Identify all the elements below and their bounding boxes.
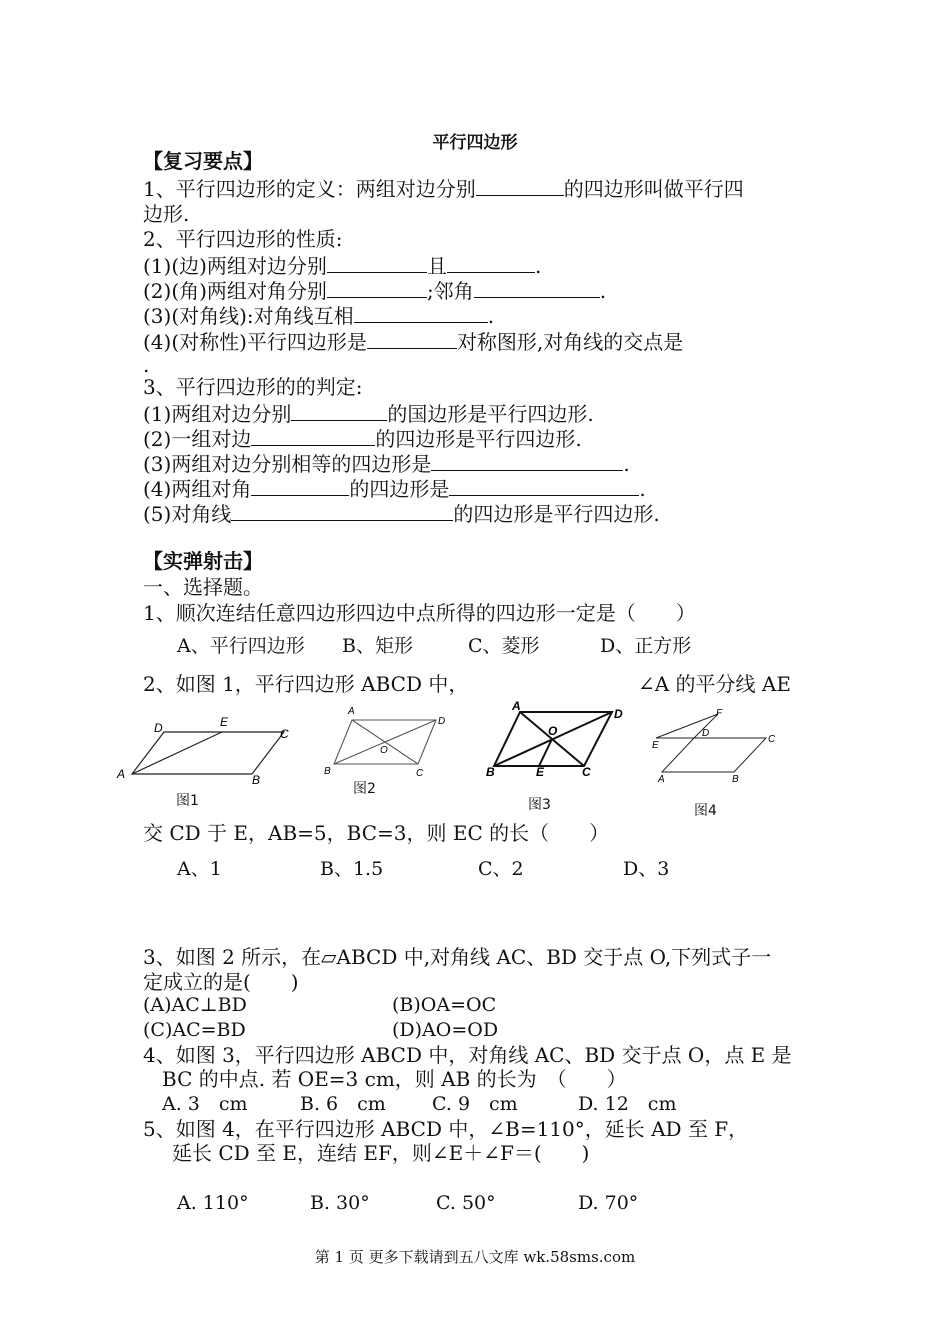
fig4-parallelogram [662, 738, 766, 772]
fig3-label-b: B [486, 765, 495, 778]
q2-option-a: A、1 [177, 858, 222, 880]
review-line-1: 1、平行四边形的定义：两组对边分别 的四边形叫做平行四 [143, 177, 744, 201]
q3-option-a: (A)AC⊥BD [143, 994, 247, 1016]
q1-option-d: D、正方形 [600, 635, 692, 657]
fig1-label-e: E [220, 715, 229, 729]
fig3-diagonal-bd [494, 712, 612, 766]
question-2: 2、如图 1，平行四边形 ABCD 中， [143, 672, 469, 696]
question-2-cont: 交 CD 于 E，AB=5，BC=3，则 EC 的长（ ） [143, 821, 610, 845]
fig1-label-b: B [252, 773, 261, 787]
fig3-label-a: A [512, 699, 521, 713]
fig1-label-a: A [117, 767, 126, 781]
review-line-8: (1)两组对边分别 的国边形是平行四边形. [143, 402, 594, 426]
fig1-bisector-ae [132, 732, 222, 774]
q1-option-a: A、平行四边形 [177, 635, 305, 657]
question-5-cont: 延长 CD 至 E，连结 EF，则∠E＋∠F＝( ) [172, 1141, 590, 1165]
fig3-label-c: C [582, 765, 591, 778]
q4-option-c: C. 9 cm [432, 1093, 518, 1115]
q4-option-d: D. 12 cm [578, 1093, 677, 1115]
fig3-label-o: O [548, 724, 558, 738]
review-line-7: 3、平行四边形的的判定: [143, 375, 363, 399]
review-line-9: (2)一组对边 的四边形是平行四边形. [143, 427, 582, 451]
figure-3 [484, 698, 632, 778]
question-2-right: ∠A 的平分线 AE [638, 672, 791, 696]
fig4-label-d: D [702, 728, 710, 739]
q3-option-b: (B)OA=OC [392, 994, 497, 1016]
fig4-label-a: A [658, 774, 665, 782]
question-3-cont: 定成立的是( ) [143, 970, 299, 994]
fig4-label-f: F [716, 708, 723, 719]
page-footer: 第 1 页 更多下载请到五八文库 wk.58sms.com [314, 1248, 636, 1266]
question-4: 4、如图 3，平行四边形 ABCD 中，对角线 AC、BD 交于点 O，点 E 是 [143, 1043, 792, 1067]
section-title: 一、选择题。 [143, 575, 263, 599]
review-line-2: 2、平行四边形的性质: [143, 227, 343, 251]
question-1: 1、顺次连结任意四边形四边中点所得的四边形一定是（ ） [143, 601, 696, 625]
fig4-label-e: E [652, 740, 659, 751]
fig1-caption: 图1 [176, 793, 199, 809]
review-heading: 【复习要点】 [143, 149, 263, 173]
question-4-cont: BC 的中点. 若 OE=3 cm，则 AB 的长为 （ ） [162, 1067, 627, 1091]
figure-1 [112, 712, 302, 787]
fig1-label-c: C [280, 727, 289, 741]
fig3-caption: 图3 [528, 797, 551, 813]
figure-4 [648, 704, 788, 782]
fig2-label-a: A [348, 706, 355, 717]
review-line-6b: . [143, 353, 150, 377]
q3-option-d: (D)AO=OD [392, 1019, 499, 1041]
review-line-11: (4)两组对角 的四边形是 . [143, 477, 646, 501]
review-line-1b: 边形. [143, 202, 190, 226]
review-line-3: (1)(边)两组对边分别 且 . [143, 254, 542, 278]
fig2-label-b: B [324, 766, 331, 777]
practice-heading: 【实弹射击】 [143, 549, 263, 573]
q1-option-c: C、菱形 [468, 635, 540, 657]
fig4-label-b: B [732, 774, 739, 782]
figure-2 [318, 702, 448, 780]
q2-option-d: D、3 [623, 858, 670, 880]
fig2-label-c: C [416, 768, 424, 779]
fig4-caption: 图4 [694, 803, 717, 819]
fig1-label-d: D [154, 721, 163, 735]
fig4-label-c: C [768, 734, 776, 745]
review-line-4: (2)(角)两组对角分别 ;邻角 . [143, 279, 607, 303]
fig2-label-o: O [380, 745, 388, 756]
fig2-label-d: D [438, 716, 446, 727]
review-line-12: (5)对角线 的四边形是平行四边形. [143, 502, 660, 526]
question-3: 3、如图 2 所示，在▱ABCD 中,对角线 AC、BD 交于点 O,下列式子一 [143, 945, 772, 969]
fig2-caption: 图2 [353, 781, 376, 797]
q5-option-a: A. 110° [177, 1192, 249, 1214]
q2-option-b: B、1.5 [320, 858, 384, 880]
page-title: 平行四边形 [432, 133, 518, 153]
q5-option-c: C. 50° [436, 1192, 496, 1214]
fig3-label-d: D [614, 707, 623, 721]
q3-option-c: (C)AC=BD [143, 1019, 246, 1041]
q2-option-c: C、2 [478, 858, 524, 880]
q1-option-b: B、矩形 [342, 635, 413, 657]
question-5: 5、如图 4，在平行四边形 ABCD 中，∠B=110°，延长 AD 至 F， [143, 1117, 749, 1141]
review-line-6: (4)(对称性)平行四边形是 对称图形,对角线的交点是 [143, 330, 684, 354]
fig3-label-e: E [536, 765, 545, 778]
q5-option-b: B. 30° [310, 1192, 370, 1214]
q4-option-b: B. 6 cm [300, 1093, 386, 1115]
q4-option-a: A. 3 cm [162, 1093, 248, 1115]
q5-option-d: D. 70° [578, 1192, 639, 1214]
review-line-10: (3)两组对边分别相等的四边形是 . [143, 452, 630, 476]
review-line-5: (3)(对角线):对角线互相 . [143, 304, 495, 328]
